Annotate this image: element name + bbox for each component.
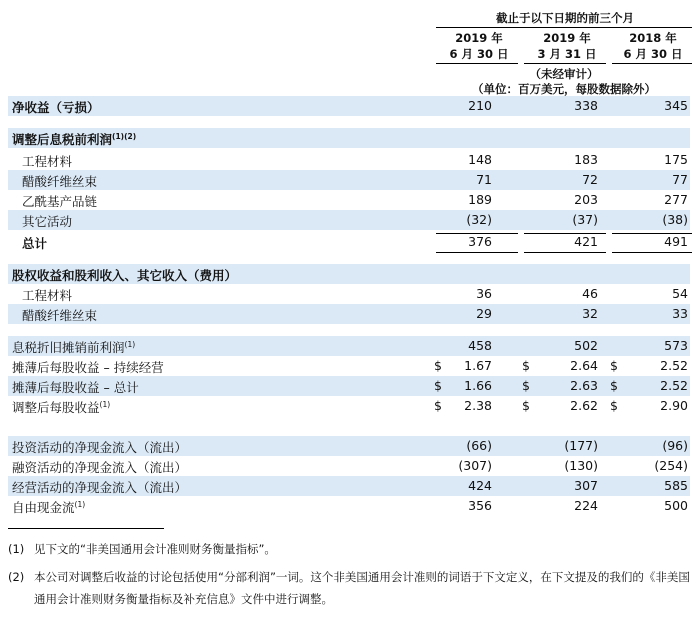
value-cell: 33 — [672, 306, 688, 321]
row-label-text: 摊薄后每股收益 – 持续经营 — [12, 360, 164, 375]
value-cell: (254) — [654, 458, 688, 473]
row-label-text: 自由现金流 — [12, 500, 75, 515]
row-label-text: 经营活动的净现金流入（流出） — [12, 480, 188, 495]
value-cell: 29 — [476, 306, 492, 321]
value-cell: 2.38 — [464, 398, 492, 413]
value-cell: 2.90 — [660, 398, 688, 413]
table-row — [8, 210, 690, 230]
value-cell: 189 — [468, 192, 492, 207]
footnote-separator — [8, 528, 164, 529]
value-cell: (32) — [466, 212, 492, 227]
value-cell: 458 — [468, 338, 492, 353]
value-cell: (38) — [662, 212, 688, 227]
table-row — [8, 304, 690, 324]
row-label-text: 其它活动 — [22, 214, 73, 229]
value-cell: 175 — [664, 152, 688, 167]
footnote-2-text: 本公司对调整后收益的讨论包括使用“分部利润”一词。这个非美国通用会计准则的词语于下文定义，在下文提及的我们的《非美国通用会计准则财务衡量指标及补充信息》文件中进行调整。 — [34, 570, 690, 606]
value-cell: 203 — [574, 192, 598, 207]
value-cell: 345 — [664, 98, 688, 113]
value-cell: 2.64 — [570, 358, 598, 373]
footnote-ref: (1)(2) — [112, 132, 137, 141]
footnote-ref: (1) — [99, 400, 111, 409]
table-row — [8, 336, 690, 356]
column-date-1: 6 月 30 日 — [449, 47, 509, 61]
value-cell: 424 — [468, 478, 492, 493]
currency-symbol: $ — [610, 358, 618, 373]
value-cell: 71 — [476, 172, 492, 187]
table-row — [8, 436, 690, 456]
value-cell: 491 — [664, 234, 688, 249]
row-label-text: 醋酸纤维丝束 — [22, 174, 98, 189]
value-cell: 2.63 — [570, 378, 598, 393]
row-label — [22, 212, 72, 230]
row-label-text: 融资活动的净现金流入（流出） — [12, 460, 188, 475]
value-cell: (130) — [564, 458, 598, 473]
table-row — [8, 190, 690, 210]
row-label-text: 总计 — [22, 236, 48, 251]
row-label — [12, 358, 164, 376]
value-cell: 72 — [582, 172, 598, 187]
column-date-3: 6 月 30 日 — [623, 47, 683, 61]
value-cell: 1.66 — [464, 378, 492, 393]
row-label — [12, 398, 110, 416]
value-cell: 2.62 — [570, 398, 598, 413]
total-bottom-line-2 — [524, 252, 606, 253]
table-row — [8, 284, 690, 304]
row-label — [12, 266, 237, 284]
value-cell: 148 — [468, 152, 492, 167]
footnote-ref: (1) — [124, 340, 136, 349]
value-cell: (66) — [466, 438, 492, 453]
value-cell: (177) — [564, 438, 598, 453]
value-cell: (37) — [572, 212, 598, 227]
table-row — [8, 150, 690, 170]
value-cell: 277 — [664, 192, 688, 207]
column-underline-2 — [524, 63, 606, 64]
value-cell: 585 — [664, 478, 688, 493]
value-cell: (96) — [662, 438, 688, 453]
row-label-text: 乙酰基产品链 — [22, 194, 98, 209]
table-row — [8, 376, 690, 396]
table-row — [8, 356, 690, 376]
total-top-line-1 — [436, 233, 518, 234]
value-cell: 356 — [468, 498, 492, 513]
row-label — [22, 152, 72, 170]
value-cell: 421 — [574, 234, 598, 249]
row-label-text: 工程材料 — [22, 288, 73, 303]
footnote-1-number: (1) — [8, 542, 25, 556]
total-bottom-line-3 — [612, 252, 692, 253]
currency-symbol: $ — [522, 398, 530, 413]
currency-symbol: $ — [610, 398, 618, 413]
value-cell: (307) — [458, 458, 492, 473]
unaudited-label: （未经审计） — [529, 67, 599, 81]
table-row — [8, 496, 690, 516]
table-row — [8, 456, 690, 476]
row-label — [22, 234, 47, 252]
value-cell: 36 — [476, 286, 492, 301]
column-year-3: 2018 年 — [629, 31, 677, 45]
column-date-2: 3 月 31 日 — [537, 47, 597, 61]
row-label — [22, 306, 97, 324]
value-cell: 1.67 — [464, 358, 492, 373]
value-cell: 500 — [664, 498, 688, 513]
table-row — [8, 128, 690, 148]
footnote-ref: (1) — [74, 500, 86, 509]
total-top-line-3 — [612, 233, 692, 234]
value-cell: 376 — [468, 234, 492, 249]
row-label — [22, 192, 97, 210]
row-label — [12, 438, 187, 456]
table-row — [8, 170, 690, 190]
table-row — [8, 476, 690, 496]
currency-symbol: $ — [434, 398, 442, 413]
currency-symbol: $ — [434, 358, 442, 373]
footnote-2-number: (2) — [8, 570, 25, 584]
row-label — [12, 338, 135, 356]
value-cell: 2.52 — [660, 358, 688, 373]
footnote-1-text: 见下文的“非美国通用会计准则财务衡量指标”。 — [34, 542, 276, 556]
row-label — [12, 98, 100, 116]
value-cell: 54 — [672, 286, 688, 301]
value-cell: 210 — [468, 98, 492, 113]
value-cell: 46 — [582, 286, 598, 301]
value-cell: 573 — [664, 338, 688, 353]
row-label — [12, 498, 85, 516]
value-cell: 32 — [582, 306, 598, 321]
value-cell: 183 — [574, 152, 598, 167]
header-divider — [436, 27, 692, 28]
row-label-text: 调整后息税前利润 — [12, 132, 113, 147]
row-label-text: 摊薄后每股收益 – 总计 — [12, 380, 139, 395]
unit-label: （单位：百万美元，每股数据除外） — [472, 82, 656, 96]
table-row — [8, 264, 690, 284]
row-label-text: 调整后每股收益 — [12, 400, 100, 415]
column-year-1: 2019 年 — [455, 31, 503, 45]
row-label-text: 股权收益和股利收入、其它收入（费用） — [12, 268, 238, 283]
row-label-text: 净收益（亏损） — [12, 100, 100, 115]
total-bottom-line-1 — [436, 252, 518, 253]
value-cell: 338 — [574, 98, 598, 113]
row-label — [12, 130, 136, 148]
row-label-text: 息税折旧摊销前利润 — [12, 340, 125, 355]
period-header: 截止于以下日期的前三个月 — [496, 11, 634, 25]
column-underline-3 — [612, 63, 692, 64]
row-label — [22, 286, 72, 304]
value-cell: 502 — [574, 338, 598, 353]
table-row — [8, 232, 690, 252]
value-cell: 77 — [672, 172, 688, 187]
row-label — [22, 172, 97, 190]
row-label-text: 醋酸纤维丝束 — [22, 308, 98, 323]
row-label — [12, 378, 139, 396]
total-top-line-2 — [524, 233, 606, 234]
currency-symbol: $ — [522, 378, 530, 393]
row-label-text: 工程材料 — [22, 154, 73, 169]
value-cell: 224 — [574, 498, 598, 513]
row-label-text: 投资活动的净现金流入（流出） — [12, 440, 188, 455]
value-cell: 307 — [574, 478, 598, 493]
table-row — [8, 96, 690, 116]
currency-symbol: $ — [522, 358, 530, 373]
currency-symbol: $ — [434, 378, 442, 393]
value-cell: 2.52 — [660, 378, 688, 393]
table-row — [8, 396, 690, 416]
row-label — [12, 458, 187, 476]
row-label — [12, 478, 187, 496]
column-year-2: 2019 年 — [543, 31, 591, 45]
column-underline-1 — [436, 63, 518, 64]
currency-symbol: $ — [610, 378, 618, 393]
